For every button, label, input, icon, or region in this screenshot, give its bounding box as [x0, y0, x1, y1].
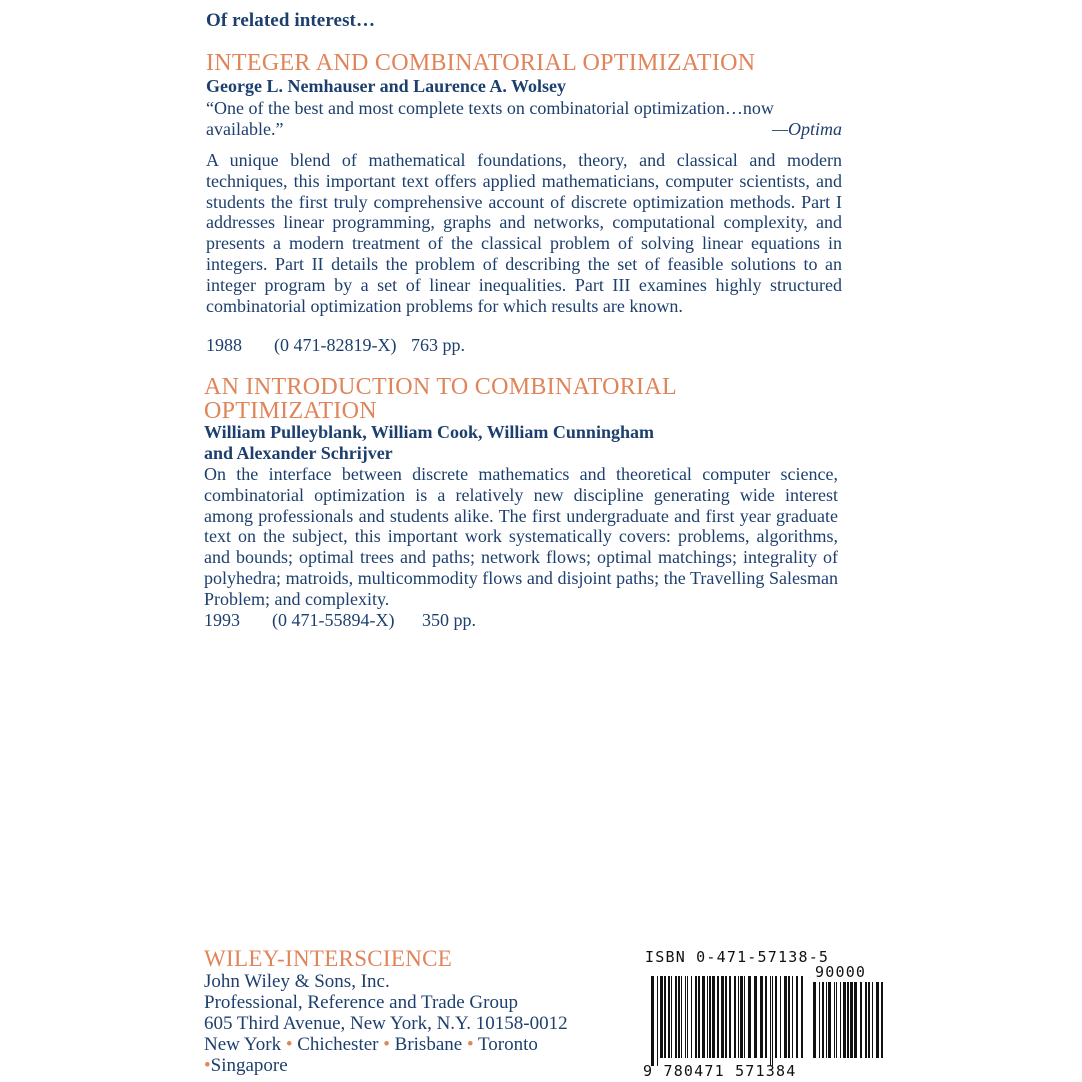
city: Chichester: [297, 1034, 379, 1055]
book-title: [204, 375, 677, 423]
publisher-cities-line2: [204, 1055, 288, 1076]
barcode-bar: [707, 976, 708, 1058]
barcode-bar: [664, 976, 666, 1058]
barcode-bar: [775, 976, 777, 1058]
barcode-bar: [687, 976, 688, 1058]
quote-line-end: available.”: [206, 118, 284, 139]
barcode-bar: [691, 976, 692, 1058]
book-title-line: OPTIMIZATION: [204, 398, 377, 424]
pub-pages: 350 pp.: [422, 610, 476, 630]
book-pub-info: [204, 610, 476, 630]
barcode-bar: [813, 982, 816, 1058]
barcode-bars-addon: [813, 982, 883, 1058]
pub-year: 1988: [206, 335, 242, 355]
barcode-bar: [828, 982, 831, 1058]
barcode-bar: [843, 982, 846, 1058]
barcode-bar: [685, 976, 686, 1058]
book-authors: George L. Nemhauser and Laurence A. Wolsey: [206, 76, 566, 96]
barcode-bar: [702, 976, 705, 1058]
isbn-label: ISBN 0-471-57138-5: [645, 948, 830, 966]
barcode-bar: [876, 982, 879, 1058]
city: Brisbane: [394, 1034, 463, 1055]
bullet-icon: •: [378, 1034, 395, 1055]
quote-attribution: —Optima: [771, 118, 842, 139]
barcode-bar: [780, 976, 781, 1058]
barcode-bar: [784, 976, 787, 1058]
barcode-bar: [801, 976, 803, 1058]
author-line: and Alexander Schrijver: [204, 443, 393, 463]
barcode-bar: [840, 982, 841, 1058]
quote-line-last: [206, 119, 842, 140]
pub-pages: 763 pp.: [411, 335, 465, 355]
pub-isbn: (0 471-55894-X): [272, 610, 395, 630]
barcode-bar: [717, 976, 719, 1058]
related-interest-heading: Of related interest…: [206, 10, 376, 31]
barcode-bar: [850, 982, 853, 1058]
barcode-bar: [681, 976, 682, 1058]
barcode-bar: [860, 982, 862, 1058]
barcode-bar: [854, 982, 857, 1058]
barcode-bar: [695, 976, 697, 1058]
quote-line: “One of the best and most complete texts on combinatorial optimization…now: [206, 98, 774, 118]
barcode-bar: [660, 976, 663, 1058]
barcode-bar: [698, 976, 700, 1058]
barcode-bar: [770, 976, 771, 1066]
barcode-graphic: [643, 968, 888, 1068]
barcode-bar: [709, 976, 711, 1058]
book-quote: [206, 98, 842, 140]
barcode-bar: [651, 976, 654, 1066]
barcode-bar: [826, 982, 827, 1058]
pub-year: 1993: [204, 610, 240, 630]
barcode-bar: [847, 982, 849, 1058]
book-title: INTEGER AND COMBINATORIAL OPTIMIZATION: [206, 50, 756, 76]
barcode-bar: [772, 976, 773, 1066]
city: New York: [204, 1034, 282, 1055]
barcode-bar: [721, 976, 724, 1058]
book-description: On the interface between discrete mathematics and theoretical computer science, combinatorial optimization is a relatively new discipline generating wide interest among professionals and students alike. The first undergraduate and first year graduate text on the subject, this important work systematically covers: problems, algorithms, and bounds; optimal trees and paths; network flows; optimal matchings; integrality of polyhedra; matroids, multicommodity flows and disjoint paths; the Travelling Salesman Problem; and complexity.: [204, 464, 838, 609]
barcode-bar: [729, 976, 731, 1058]
barcode-bar: [788, 976, 790, 1058]
barcode-bar: [754, 976, 757, 1058]
city: Singapore: [210, 1055, 288, 1076]
book-authors: [204, 422, 654, 464]
barcode-bar: [668, 976, 670, 1058]
barcode-bar: [872, 982, 873, 1058]
book-title-line: AN INTRODUCTION TO COMBINATORIAL: [204, 374, 677, 400]
barcode-bar: [836, 982, 837, 1058]
bullet-icon: •: [462, 1034, 479, 1055]
barcode-bar: [792, 976, 793, 1058]
barcode-bar: [671, 976, 672, 1058]
author-line: William Pulleyblank, William Cook, William Cunningham: [204, 422, 654, 442]
barcode-bar: [657, 976, 658, 1066]
barcode-bars-main: [651, 976, 803, 1066]
city: Toronto: [478, 1034, 538, 1055]
barcode-bar: [865, 982, 867, 1058]
barcode-bar: [748, 976, 751, 1058]
barcode-bar: [819, 982, 820, 1058]
barcode-bar: [834, 982, 835, 1058]
barcode-bar: [725, 976, 727, 1058]
barcode-bar: [868, 982, 870, 1058]
publisher-group: Professional, Reference and Trade Group: [204, 992, 518, 1013]
barcode-bar: [738, 976, 739, 1058]
barcode-bar: [744, 976, 745, 1058]
barcode-bar: [760, 976, 763, 1058]
publisher-address: 605 Third Avenue, New York, N.Y. 10158-0012: [204, 1013, 568, 1034]
barcode-digits: 9 780471 571384: [643, 1062, 797, 1080]
pub-isbn: (0 471-82819-X): [274, 335, 397, 355]
barcode-bar: [712, 976, 715, 1058]
barcode-bar: [675, 976, 677, 1058]
barcode-bar: [678, 976, 680, 1058]
book-pub-info: [206, 335, 465, 355]
bullet-icon: •: [204, 1055, 211, 1076]
price-code: 90000: [815, 963, 867, 981]
barcode-bar: [734, 976, 736, 1058]
barcode-bar: [881, 982, 883, 1058]
barcode-bar: [740, 976, 743, 1058]
publisher-company: John Wiley & Sons, Inc.: [204, 971, 390, 992]
barcode-bar: [765, 976, 767, 1058]
barcode-bar: [822, 982, 824, 1058]
bullet-icon: •: [281, 1034, 298, 1055]
publisher-cities: [204, 1034, 538, 1055]
barcode-bar: [796, 976, 798, 1058]
book-description: A unique blend of mathematical foundations, theory, and classical and modern techniques, this important text offers applied mathematicians, computer scientists, and students the first truly comprehensive account of discrete optimization methods. Part I addresses linear programming, graphs and networks, computational complexity, and presents a modern treatment of the classical problem of solving linear equations in integers. Part II details the problem of describing the set of feasible solutions to an integer program by a set of linear inequalities. Part III examines highly structured combinatorial optimization problems for which results are known.: [206, 150, 842, 316]
publisher-name: WILEY-INTERSCIENCE: [204, 946, 453, 971]
